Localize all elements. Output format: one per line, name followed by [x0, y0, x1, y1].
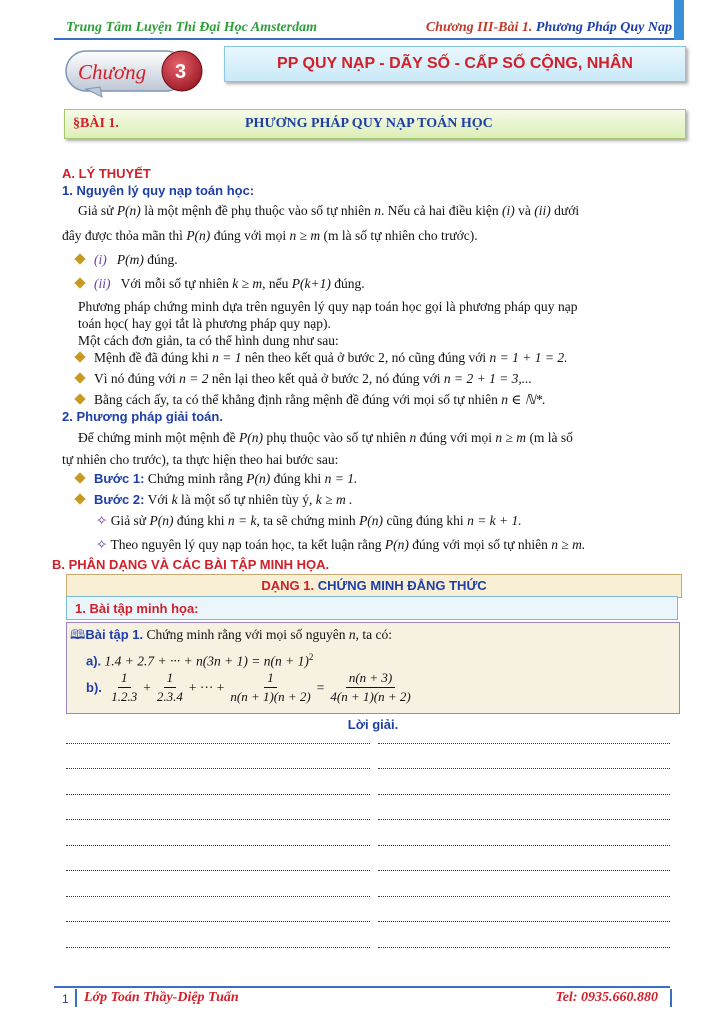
section-b-heading: B. PHÂN DẠNG VÀ CÁC BÀI TẬP MINH HỌA.: [52, 557, 330, 572]
math: n = 2: [179, 371, 209, 386]
footer-phone: Tel: 0935.660.880: [555, 990, 658, 1005]
answer-line: [66, 946, 370, 948]
numerator: 1: [164, 670, 177, 688]
text: là một mệnh đề phụ thuộc vào số tự nhiên: [140, 203, 375, 218]
math: n = k + 1.: [467, 513, 522, 528]
math: k ≥ m .: [315, 492, 353, 507]
text: Vì nó đúng với: [94, 371, 180, 386]
bullet-2: [76, 370, 532, 388]
text: , nếu: [262, 276, 292, 291]
step-1: [76, 470, 357, 488]
exercise-list-heading: 1. Bài tập minh họa:: [66, 596, 678, 620]
denominator: 2.3.4: [156, 689, 183, 704]
answer-line: [378, 767, 670, 769]
step-2: [76, 491, 352, 509]
header-divider: [54, 38, 684, 40]
answer-line: [66, 767, 370, 769]
text: Với mỗi số tự nhiên: [120, 276, 233, 291]
text: nên lại theo kết quả ở bước 2, nó đúng với: [208, 371, 444, 386]
text: nên theo kết quả ở bước 2, nó cũng đúng với: [241, 350, 490, 365]
math: P(n): [149, 513, 174, 528]
answer-line: [66, 844, 370, 846]
math-pn: P(n): [186, 228, 211, 243]
text: đúng với mọi: [210, 228, 290, 243]
math-k-ge-m: k ≥ m: [232, 276, 263, 291]
footer-divider: [54, 986, 670, 988]
exercise-1-part-b: [86, 670, 417, 705]
fraction-4: [327, 670, 413, 705]
answer-line: [66, 869, 370, 871]
denominator: n(n + 1)(n + 2): [230, 689, 311, 704]
part-b-label: b).: [86, 679, 102, 695]
dang-title: CHỨNG MINH ĐẲNG THỨC: [317, 578, 487, 593]
step-2-a: [96, 512, 522, 530]
answer-line: [378, 920, 670, 922]
solution-heading: Lời giải.: [347, 717, 399, 732]
chapter-title-banner: [224, 46, 686, 82]
denominator: 4(n + 1)(n + 2): [330, 689, 411, 704]
answer-line: [66, 818, 370, 820]
subsection-2-heading: 2. Phương pháp giải toán.: [62, 409, 223, 424]
dang-label: DẠNG 1.: [261, 578, 318, 593]
header-chapter-info: [426, 20, 672, 36]
bullet-diamond-icon: [74, 472, 85, 483]
text: Để chứng minh một mệnh đề: [78, 430, 240, 445]
step-1-label: Bước 1:: [94, 471, 145, 486]
text: Giả sử: [107, 513, 150, 528]
operator: +: [143, 679, 151, 695]
exercise-1-prompt: [70, 626, 392, 644]
text: Mệnh đề đã đúng khi: [94, 350, 213, 365]
fraction-1: [108, 670, 140, 705]
part-a-math: 1.4 + 2.7 + ··· + n(3n + 1) = n(n + 1): [104, 653, 309, 669]
math: P(n): [246, 471, 271, 486]
footer-separator: [75, 989, 77, 1007]
answer-line: [66, 742, 370, 744]
text: dưới: [550, 203, 580, 218]
fraction-3: [227, 670, 313, 705]
text: Bằng cách ấy, ta có thể khẳng định rằng mệnh đề đúng với mọi số tự nhiên: [94, 392, 502, 407]
math-pn: P(n): [116, 203, 141, 218]
math: n = k: [227, 513, 257, 528]
text: là một số tự nhiên tùy ý,: [177, 492, 316, 507]
math: n = 1: [212, 350, 242, 365]
math-pn: P(n): [239, 430, 264, 445]
denominator: 1.2.3: [111, 689, 138, 704]
header-accent-bar: [674, 0, 684, 40]
text: (m là số tự nhiên cho trước).: [320, 228, 478, 243]
answer-line: [378, 946, 670, 948]
math: k: [171, 492, 178, 507]
step-2-label: Bước 2:: [94, 492, 145, 507]
header-lesson: Bài 1.: [498, 20, 536, 35]
step-2-b: [96, 536, 585, 554]
text: Chứng minh rằng với mọi số nguyên: [143, 627, 349, 642]
subsection-1-heading: 1. Nguyên lý quy nạp toán học:: [62, 183, 255, 198]
text: đây được thỏa mãn thì: [62, 228, 187, 243]
math: n = 2 + 1 = 3,...: [443, 371, 532, 386]
header-chapter: Chương III-: [425, 20, 499, 35]
condition-i-label: (i): [94, 252, 107, 267]
math-n-ge-m: n ≥ m: [495, 430, 527, 445]
math: n ∈ ℕ*.: [501, 392, 546, 407]
math-ii: (ii): [534, 203, 551, 218]
paragraph-3-line-2: toán học( hay gọi tắt là phương pháp quy nạp).: [78, 316, 331, 331]
text: đúng khi: [173, 513, 228, 528]
math: P(n): [384, 537, 409, 552]
chapter-badge-word: Chương: [78, 60, 147, 84]
math: P(n): [359, 513, 384, 528]
bullet-3: [76, 391, 546, 409]
answer-line: [66, 793, 370, 795]
text: . Nếu cả hai điều kiện: [380, 203, 503, 218]
solution-heading-wrap: [66, 716, 680, 734]
bullet-diamond-icon: [74, 351, 85, 362]
bullet-diamond-icon: [74, 372, 85, 383]
exercise-1-part-a: [86, 648, 313, 671]
text: Theo nguyên lý quy nạp toán học, ta kết luận rằng: [107, 537, 385, 552]
fraction-2: [154, 670, 186, 705]
math-n: n: [348, 627, 356, 642]
chapter-number: 3: [175, 61, 187, 83]
text: cũng đúng khi: [383, 513, 468, 528]
operator: + ··· +: [188, 679, 225, 695]
sparkle-icon: ✧: [96, 537, 108, 552]
text: Với: [144, 492, 172, 507]
answer-line: [66, 920, 370, 922]
chapter-title: PP QUY NẠP - DÃY SỐ - CẤP SỐ CỘNG, NHÂN: [277, 55, 633, 72]
exercise-1-label: Bài tập 1.: [85, 627, 144, 642]
answer-line: [378, 869, 670, 871]
bullet-diamond-icon: [74, 493, 85, 504]
section-a-heading: A. LÝ THUYẾT: [62, 166, 151, 181]
answer-line: [378, 844, 670, 846]
condition-ii-label: (ii): [94, 276, 111, 291]
text: (m là số: [526, 430, 573, 445]
text: phụ thuộc vào số tự nhiên: [263, 430, 410, 445]
text: đúng với mọi số tự nhiên: [408, 537, 552, 552]
paragraph-q-line-2: tự nhiên cho trước), ta thực hiện theo hai bước sau:: [62, 452, 339, 467]
math: n = 1 + 1 = 2.: [489, 350, 568, 365]
text: và: [514, 203, 535, 218]
condition-ii: [76, 275, 365, 293]
text: đúng.: [143, 252, 178, 267]
math-pk1: P(k+1): [291, 276, 331, 291]
text: Chứng minh rằng: [144, 471, 247, 486]
paragraph-4: Một cách đơn giản, ta có thể hình dung như sau:: [78, 333, 339, 348]
text: đúng.: [330, 276, 365, 291]
math-n-ge-m: n ≥ m: [289, 228, 321, 243]
bullet-diamond-icon: [74, 253, 85, 264]
part-a-exponent: 2: [308, 652, 314, 662]
lesson-number: §BÀI 1.: [73, 116, 119, 131]
lesson-title: PHƯƠNG PHÁP QUY NẠP TOÁN HỌC: [245, 116, 493, 131]
answer-line: [378, 818, 670, 820]
chapter-badge: [62, 45, 220, 99]
part-a-label: a).: [86, 653, 102, 669]
math: n = 1.: [324, 471, 358, 486]
dang-1-box: [66, 574, 682, 598]
text: , ta có:: [355, 627, 392, 642]
lesson-banner: [64, 109, 686, 139]
math-i: (i): [502, 203, 515, 218]
condition-i: [76, 251, 178, 269]
book-icon: 🕮: [70, 627, 86, 642]
text: đúng với mọi: [416, 430, 496, 445]
math-pm: P(m): [116, 252, 144, 267]
header-center-name: Trung Tâm Luyện Thi Đại Học Amsterdam: [66, 20, 317, 35]
bullet-1: [76, 349, 568, 367]
header-lesson-title: Phương Pháp Quy Nạp: [535, 20, 672, 35]
answer-line: [66, 895, 370, 897]
answer-line: [378, 895, 670, 897]
bullet-diamond-icon: [74, 277, 85, 288]
paragraph-1-line-2: [62, 227, 478, 245]
answer-line: [378, 793, 670, 795]
math: n ≥ m.: [551, 537, 586, 552]
footer-separator: [670, 989, 672, 1007]
sparkle-icon: ✧: [96, 513, 108, 528]
operator: =: [316, 679, 325, 695]
paragraph-1-line-1: [78, 202, 579, 220]
text: Giả sử: [78, 203, 117, 218]
answer-line: [378, 742, 670, 744]
bullet-diamond-icon: [74, 393, 85, 404]
numerator: 1: [118, 670, 131, 688]
numerator: 1: [264, 670, 277, 688]
paragraph-3-line-1: Phương pháp chứng minh dựa trên nguyên lý quy nạp toán học gọi là phương pháp quy nạp: [78, 299, 578, 314]
footer-teacher: Lớp Toán Thầy-Diệp Tuấn: [84, 990, 239, 1005]
text: đúng khi: [270, 471, 325, 486]
numerator: n(n + 3): [346, 670, 395, 688]
math-n: n: [409, 430, 417, 445]
text: , ta sẽ chứng minh: [256, 513, 360, 528]
math-n: n: [374, 203, 381, 218]
paragraph-q-line-1: [78, 429, 573, 447]
page-number: 1: [62, 992, 69, 1006]
